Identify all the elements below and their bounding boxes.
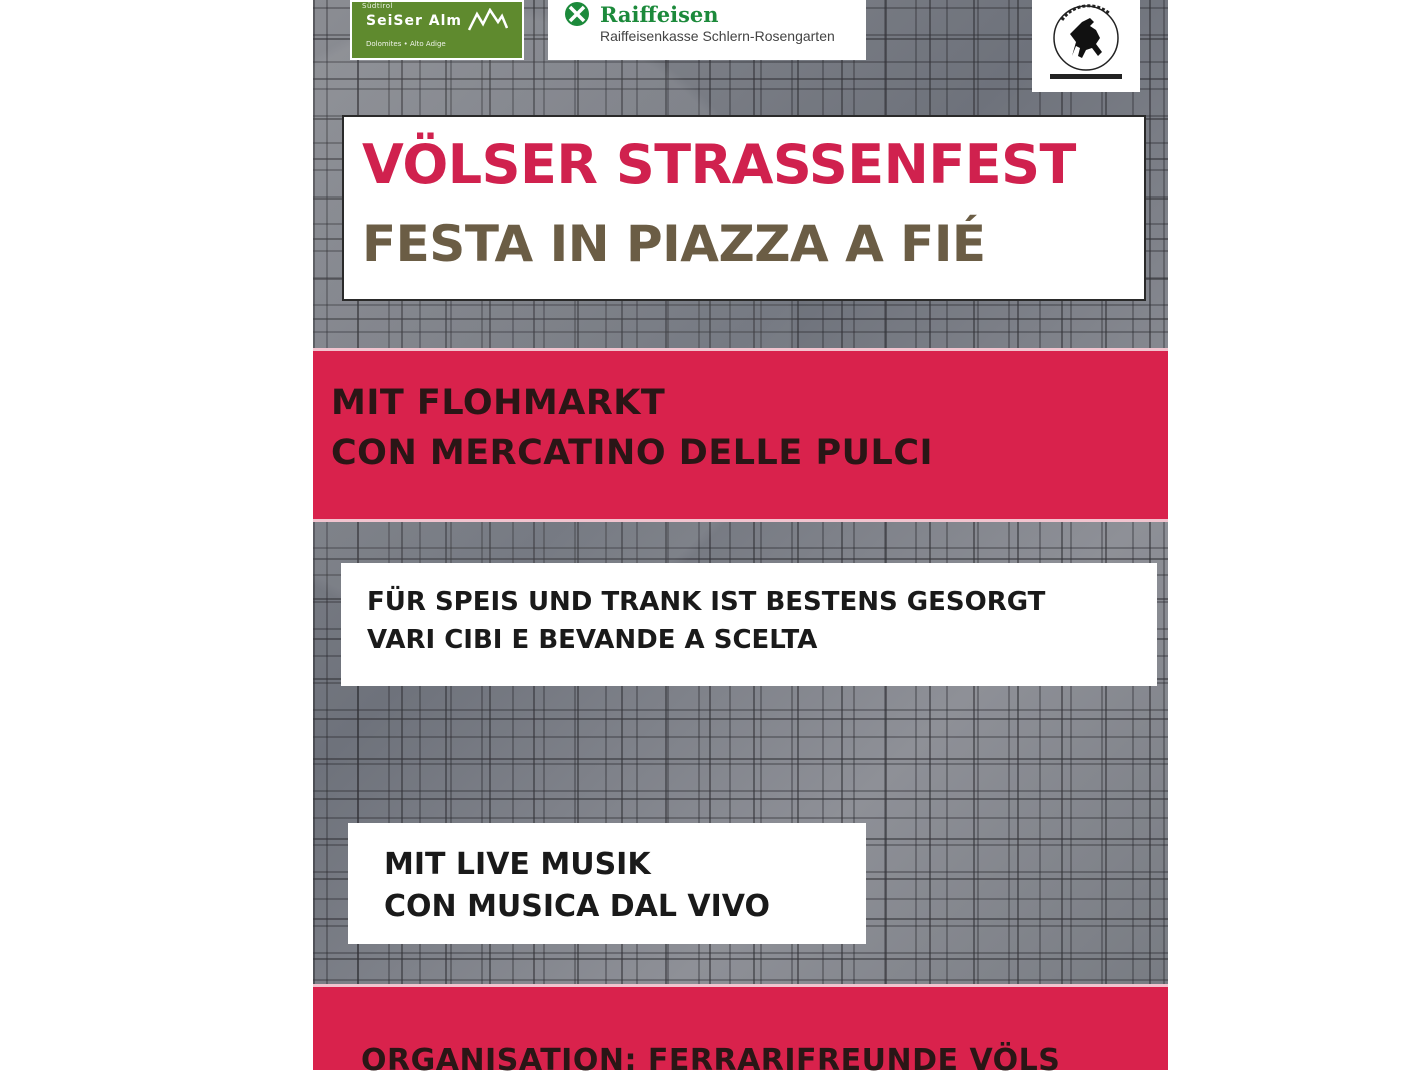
title-german: VÖLSER STRASSENFEST [362,133,1076,196]
mountain-peaks-icon [468,8,508,32]
seiser-alm-logo [350,0,524,60]
title-italian: FESTA IN PIAZZA A FIÉ [362,215,986,273]
raiffeisen-gable-cross-icon [560,0,594,30]
live-music-german: MIT LIVE MUSIK [384,847,651,882]
title-box [342,115,1146,301]
ferrari-club-logo [1032,0,1140,92]
raiffeisen-brand: Raiffeisen [600,2,719,27]
food-drink-box [341,563,1157,686]
raiffeisen-subline: Raiffeisenkasse Schlern-Rosengarten [600,28,835,44]
seiser-alm-bottom-line: Dolomites • Alto Adige [366,40,446,48]
raiffeisen-logo [548,0,866,60]
prancing-horse-icon [1032,0,1140,92]
food-drink-italian: VARI CIBI E BEVANDE A SCELTA [367,625,818,655]
flea-market-german: MIT FLOHMARKT [331,383,666,423]
flea-market-italian: CON MERCATINO DELLE PULCI [331,433,934,473]
food-drink-german: FÜR SPEIS UND TRANK IST BESTENS GESORGT [367,587,1046,617]
seiser-alm-name: SeiSer Alm [366,13,462,29]
organisation-text: ORGANISATION: FERRARIFREUNDE VÖLS [361,1043,1061,1078]
flea-market-band [313,348,1168,522]
organisation-band [313,984,1168,1078]
live-music-italian: CON MUSICA DAL VIVO [384,889,770,924]
seiser-alm-top-line: Südtirol [362,2,393,10]
live-music-box [348,823,866,944]
